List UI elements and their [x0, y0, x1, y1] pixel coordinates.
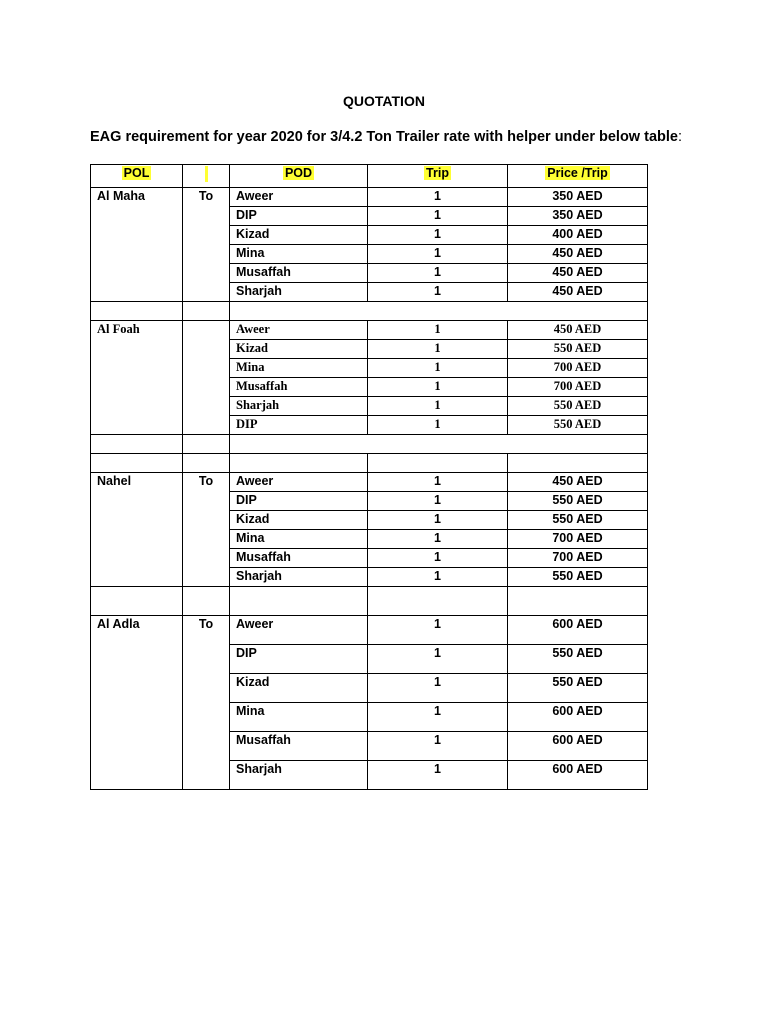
intro-colon: :: [677, 129, 682, 145]
price-cell: 550 AED: [508, 645, 648, 674]
trip-cell: 1: [368, 245, 508, 264]
header-price: Price /Trip: [508, 165, 648, 188]
trip-cell: 1: [368, 761, 508, 790]
trip-cell: 1: [368, 511, 508, 530]
pod-cell: Sharjah: [230, 568, 368, 587]
page-title: QUOTATION: [343, 93, 425, 109]
trip-cell: 1: [368, 264, 508, 283]
trip-cell: 1: [368, 397, 508, 416]
price-cell: 550 AED: [508, 340, 648, 359]
price-cell: 450 AED: [508, 473, 648, 492]
price-cell: 700 AED: [508, 359, 648, 378]
header-trip: Trip: [368, 165, 508, 188]
header-pol: POL: [91, 165, 183, 188]
header-pod: POD: [230, 165, 368, 188]
pod-cell: DIP: [230, 416, 368, 435]
trip-cell: 1: [368, 473, 508, 492]
trip-cell: 1: [368, 703, 508, 732]
to-cell: [183, 321, 230, 435]
pol-cell: Al Foah: [91, 321, 183, 435]
spacer-row: [91, 587, 648, 616]
pod-cell: Aweer: [230, 473, 368, 492]
trip-cell: 1: [368, 645, 508, 674]
header-to: [183, 165, 230, 188]
pol-cell: Al Maha: [91, 188, 183, 302]
table-row: [91, 616, 648, 645]
pod-cell: Sharjah: [230, 397, 368, 416]
price-cell: 350 AED: [508, 207, 648, 226]
price-cell: 550 AED: [508, 674, 648, 703]
price-cell: 550 AED: [508, 492, 648, 511]
price-cell: 550 AED: [508, 568, 648, 587]
pod-cell: Mina: [230, 703, 368, 732]
price-cell: 600 AED: [508, 732, 648, 761]
pod-cell: Musaffah: [230, 732, 368, 761]
pod-cell: Mina: [230, 245, 368, 264]
table-row: [91, 321, 648, 340]
trip-cell: 1: [368, 340, 508, 359]
to-cell: To: [183, 188, 230, 302]
pod-cell: Kizad: [230, 340, 368, 359]
pol-cell: Al Adla: [91, 616, 183, 790]
trip-cell: 1: [368, 492, 508, 511]
pod-cell: DIP: [230, 207, 368, 226]
trip-cell: 1: [368, 283, 508, 302]
pod-cell: Mina: [230, 359, 368, 378]
trip-cell: 1: [368, 207, 508, 226]
price-cell: 550 AED: [508, 416, 648, 435]
price-cell: 550 AED: [508, 397, 648, 416]
quotation-table: [90, 164, 648, 790]
trip-cell: 1: [368, 188, 508, 207]
price-cell: 700 AED: [508, 549, 648, 568]
trip-cell: 1: [368, 674, 508, 703]
spacer-row: [91, 454, 648, 473]
pod-cell: Aweer: [230, 188, 368, 207]
pod-cell: DIP: [230, 492, 368, 511]
price-cell: 700 AED: [508, 530, 648, 549]
price-cell: 600 AED: [508, 703, 648, 732]
spacer-row: [91, 435, 648, 454]
trip-cell: 1: [368, 549, 508, 568]
trip-cell: 1: [368, 616, 508, 645]
trip-cell: 1: [368, 530, 508, 549]
pod-cell: Mina: [230, 530, 368, 549]
pol-cell: Nahel: [91, 473, 183, 587]
pod-cell: Musaffah: [230, 378, 368, 397]
table-header-row: [91, 165, 648, 188]
trip-cell: 1: [368, 416, 508, 435]
trip-cell: 1: [368, 359, 508, 378]
price-cell: 350 AED: [508, 188, 648, 207]
table-row: [91, 473, 648, 492]
pod-cell: Sharjah: [230, 761, 368, 790]
price-cell: 400 AED: [508, 226, 648, 245]
trip-cell: 1: [368, 321, 508, 340]
trip-cell: 1: [368, 226, 508, 245]
pod-cell: Aweer: [230, 321, 368, 340]
price-cell: 450 AED: [508, 321, 648, 340]
spacer-row: [91, 302, 648, 321]
pod-cell: Sharjah: [230, 283, 368, 302]
trip-cell: 1: [368, 732, 508, 761]
price-cell: 450 AED: [508, 264, 648, 283]
price-cell: 550 AED: [508, 511, 648, 530]
pod-cell: Aweer: [230, 616, 368, 645]
intro-sentence: EAG requirement for year 2020 for 3/4.2 Ton Trailer rate with helper under below table: [90, 129, 678, 145]
price-cell: 450 AED: [508, 283, 648, 302]
table-row: [91, 188, 648, 207]
intro-text: [90, 128, 690, 146]
trip-cell: 1: [368, 378, 508, 397]
to-cell: To: [183, 616, 230, 790]
price-cell: 450 AED: [508, 245, 648, 264]
pod-cell: Kizad: [230, 226, 368, 245]
pod-cell: Kizad: [230, 674, 368, 703]
price-cell: 700 AED: [508, 378, 648, 397]
price-cell: 600 AED: [508, 616, 648, 645]
to-cell: To: [183, 473, 230, 587]
pod-cell: Musaffah: [230, 549, 368, 568]
pod-cell: Kizad: [230, 511, 368, 530]
price-cell: 600 AED: [508, 761, 648, 790]
pod-cell: DIP: [230, 645, 368, 674]
pod-cell: Musaffah: [230, 264, 368, 283]
trip-cell: 1: [368, 568, 508, 587]
